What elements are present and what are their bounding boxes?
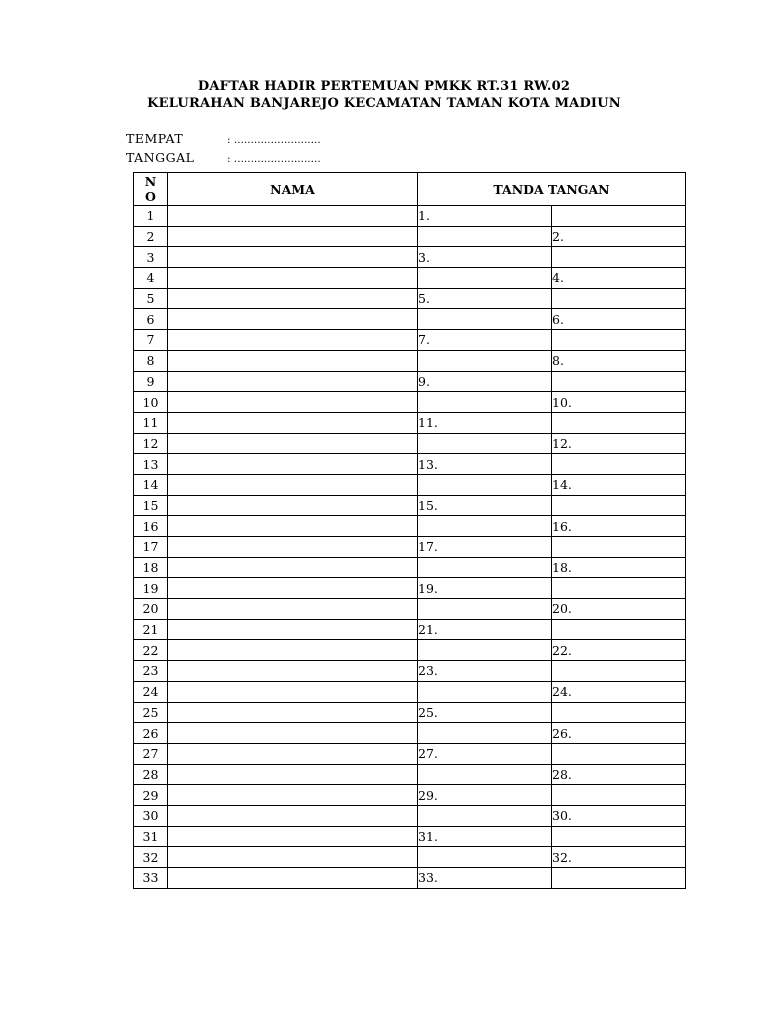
nama-cell[interactable] (168, 640, 418, 661)
signature-cell-right[interactable]: 30. (552, 805, 686, 826)
table-row (134, 785, 686, 806)
signature-cell-right[interactable]: 4. (552, 268, 686, 289)
nama-cell[interactable] (168, 681, 418, 702)
row-number: 9 (134, 371, 168, 392)
row-number: 7 (134, 330, 168, 351)
signature-cell-left[interactable] (418, 764, 552, 785)
signature-cell-right[interactable]: 22. (552, 640, 686, 661)
row-number: 30 (134, 805, 168, 826)
signature-cell-left[interactable]: 31. (418, 826, 552, 847)
signature-cell-right[interactable] (552, 454, 686, 475)
nama-cell[interactable] (168, 516, 418, 537)
nama-cell[interactable] (168, 474, 418, 495)
signature-cell-right[interactable]: 32. (552, 847, 686, 868)
table-row (134, 371, 686, 392)
nama-cell[interactable] (168, 226, 418, 247)
table-row (134, 868, 686, 889)
row-number: 16 (134, 516, 168, 537)
nama-cell[interactable] (168, 868, 418, 889)
signature-cell-left[interactable] (418, 268, 552, 289)
table-header-row (134, 173, 686, 206)
signature-cell-right[interactable] (552, 330, 686, 351)
table-row (134, 412, 686, 433)
signature-cell-right[interactable] (552, 247, 686, 268)
row-number: 15 (134, 495, 168, 516)
signature-cell-left[interactable]: 5. (418, 288, 552, 309)
signature-cell-right[interactable] (552, 868, 686, 889)
signature-cell-left[interactable]: 23. (418, 661, 552, 682)
table-row (134, 661, 686, 682)
table-row (134, 619, 686, 640)
row-number: 14 (134, 474, 168, 495)
signature-cell-left[interactable] (418, 226, 552, 247)
row-number: 24 (134, 681, 168, 702)
nama-cell[interactable] (168, 433, 418, 454)
signature-cell-right[interactable]: 6. (552, 309, 686, 330)
table-row (134, 516, 686, 537)
signature-cell-right[interactable] (552, 826, 686, 847)
signature-cell-left[interactable] (418, 350, 552, 371)
nama-cell[interactable] (168, 537, 418, 558)
signature-cell-right[interactable] (552, 619, 686, 640)
signature-cell-right[interactable]: 2. (552, 226, 686, 247)
tempat-label: TEMPAT (126, 131, 184, 146)
column-header-nama: NAMA (168, 173, 418, 206)
tanggal-value: : .......................... (227, 153, 321, 165)
table-row (134, 764, 686, 785)
signature-cell-right[interactable]: 16. (552, 516, 686, 537)
signature-cell-left[interactable]: 21. (418, 619, 552, 640)
signature-cell-right[interactable]: 26. (552, 723, 686, 744)
nama-cell[interactable] (168, 702, 418, 723)
table-row (134, 743, 686, 764)
signature-cell-right[interactable] (552, 661, 686, 682)
row-number: 25 (134, 702, 168, 723)
signature-cell-left[interactable]: 11. (418, 412, 552, 433)
row-number: 3 (134, 247, 168, 268)
signature-cell-left[interactable]: 33. (418, 868, 552, 889)
signature-cell-left[interactable] (418, 723, 552, 744)
table-row (134, 454, 686, 475)
signature-cell-left[interactable] (418, 392, 552, 413)
table-row (134, 474, 686, 495)
column-header-tanda-tangan: TANDA TANGAN (418, 173, 686, 206)
signature-cell-left[interactable]: 17. (418, 537, 552, 558)
column-header-no (134, 173, 168, 206)
signature-cell-right[interactable]: 28. (552, 764, 686, 785)
table-row (134, 681, 686, 702)
table-row (134, 309, 686, 330)
tempat-value: : .......................... (227, 134, 321, 146)
signature-cell-right[interactable]: 20. (552, 599, 686, 620)
signature-cell-left[interactable] (418, 847, 552, 868)
signature-cell-left[interactable]: 7. (418, 330, 552, 351)
nama-cell[interactable] (168, 350, 418, 371)
row-number: 23 (134, 661, 168, 682)
nama-cell[interactable] (168, 805, 418, 826)
table-row (134, 288, 686, 309)
row-number: 2 (134, 226, 168, 247)
table-row (134, 206, 686, 227)
table-row (134, 495, 686, 516)
row-number: 17 (134, 537, 168, 558)
nama-cell[interactable] (168, 826, 418, 847)
table-row (134, 805, 686, 826)
row-number: 31 (134, 826, 168, 847)
signature-cell-right[interactable]: 12. (552, 433, 686, 454)
table-row (134, 640, 686, 661)
tempat-field (126, 131, 321, 146)
table-row (134, 702, 686, 723)
row-number: 28 (134, 764, 168, 785)
signature-cell-left[interactable] (418, 557, 552, 578)
row-number: 4 (134, 268, 168, 289)
signature-cell-right[interactable] (552, 702, 686, 723)
nama-cell[interactable] (168, 619, 418, 640)
nama-cell[interactable] (168, 309, 418, 330)
nama-cell[interactable] (168, 764, 418, 785)
row-number: 18 (134, 557, 168, 578)
attendance-table (133, 172, 686, 889)
row-number: 26 (134, 723, 168, 744)
signature-cell-right[interactable] (552, 371, 686, 392)
row-number: 10 (134, 392, 168, 413)
signature-cell-right[interactable] (552, 495, 686, 516)
signature-cell-right[interactable] (552, 288, 686, 309)
signature-cell-left[interactable] (418, 309, 552, 330)
signature-cell-right[interactable]: 8. (552, 350, 686, 371)
signature-cell-right[interactable]: 10. (552, 392, 686, 413)
signature-cell-right[interactable]: 24. (552, 681, 686, 702)
nama-cell[interactable] (168, 847, 418, 868)
nama-cell[interactable] (168, 268, 418, 289)
nama-cell[interactable] (168, 578, 418, 599)
nama-cell[interactable] (168, 785, 418, 806)
nama-cell[interactable] (168, 412, 418, 433)
tanggal-label: TANGGAL (126, 150, 195, 165)
signature-cell-left[interactable] (418, 433, 552, 454)
document-title: DAFTAR HADIR PERTEMUAN PMKK RT.31 RW.02 (197, 79, 571, 94)
column-header-no-line1: N (144, 174, 157, 189)
signature-cell-left[interactable]: 19. (418, 578, 552, 599)
row-number: 20 (134, 599, 168, 620)
signature-cell-left[interactable] (418, 474, 552, 495)
row-number: 19 (134, 578, 168, 599)
table-row (134, 826, 686, 847)
nama-cell[interactable] (168, 661, 418, 682)
row-number: 6 (134, 309, 168, 330)
signature-cell-right[interactable] (552, 785, 686, 806)
row-number: 12 (134, 433, 168, 454)
table-row (134, 723, 686, 744)
table-row (134, 247, 686, 268)
table-row (134, 392, 686, 413)
signature-cell-left[interactable] (418, 516, 552, 537)
row-number: 1 (134, 206, 168, 227)
signature-cell-left[interactable]: 1. (418, 206, 552, 227)
signature-cell-left[interactable] (418, 805, 552, 826)
table-row (134, 578, 686, 599)
table-row (134, 537, 686, 558)
table-row (134, 330, 686, 351)
signature-cell-left[interactable]: 15. (418, 495, 552, 516)
signature-cell-right[interactable] (552, 412, 686, 433)
signature-cell-left[interactable]: 25. (418, 702, 552, 723)
signature-cell-right[interactable] (552, 537, 686, 558)
table-row (134, 847, 686, 868)
signature-cell-left[interactable]: 3. (418, 247, 552, 268)
table-row (134, 350, 686, 371)
column-header-no-line2: O (145, 189, 156, 204)
signature-cell-left[interactable] (418, 599, 552, 620)
row-number: 32 (134, 847, 168, 868)
row-number: 13 (134, 454, 168, 475)
nama-cell[interactable] (168, 599, 418, 620)
nama-cell[interactable] (168, 371, 418, 392)
signature-cell-left[interactable]: 13. (418, 454, 552, 475)
row-number: 5 (134, 288, 168, 309)
signature-cell-left[interactable]: 29. (418, 785, 552, 806)
signature-cell-left[interactable] (418, 681, 552, 702)
nama-cell[interactable] (168, 495, 418, 516)
document-subtitle: KELURAHAN BANJAREJO KECAMATAN TAMAN KOTA MADIUN (147, 96, 621, 111)
table-row (134, 268, 686, 289)
nama-cell[interactable] (168, 288, 418, 309)
signature-cell-right[interactable]: 14. (552, 474, 686, 495)
row-number: 11 (134, 412, 168, 433)
signature-cell-left[interactable]: 27. (418, 743, 552, 764)
row-number: 33 (134, 868, 168, 889)
nama-cell[interactable] (168, 206, 418, 227)
row-number: 8 (134, 350, 168, 371)
signature-cell-left[interactable]: 9. (418, 371, 552, 392)
nama-cell[interactable] (168, 330, 418, 351)
signature-cell-right[interactable] (552, 743, 686, 764)
signature-cell-right[interactable] (552, 578, 686, 599)
table-row (134, 599, 686, 620)
nama-cell[interactable] (168, 743, 418, 764)
table-row (134, 557, 686, 578)
row-number: 29 (134, 785, 168, 806)
table-row (134, 226, 686, 247)
row-number: 27 (134, 743, 168, 764)
signature-cell-left[interactable] (418, 640, 552, 661)
tanggal-field (126, 150, 321, 165)
nama-cell[interactable] (168, 723, 418, 744)
signature-cell-right[interactable] (552, 206, 686, 227)
nama-cell[interactable] (168, 392, 418, 413)
row-number: 22 (134, 640, 168, 661)
nama-cell[interactable] (168, 247, 418, 268)
nama-cell[interactable] (168, 557, 418, 578)
row-number: 21 (134, 619, 168, 640)
nama-cell[interactable] (168, 454, 418, 475)
table-row (134, 433, 686, 454)
signature-cell-right[interactable]: 18. (552, 557, 686, 578)
